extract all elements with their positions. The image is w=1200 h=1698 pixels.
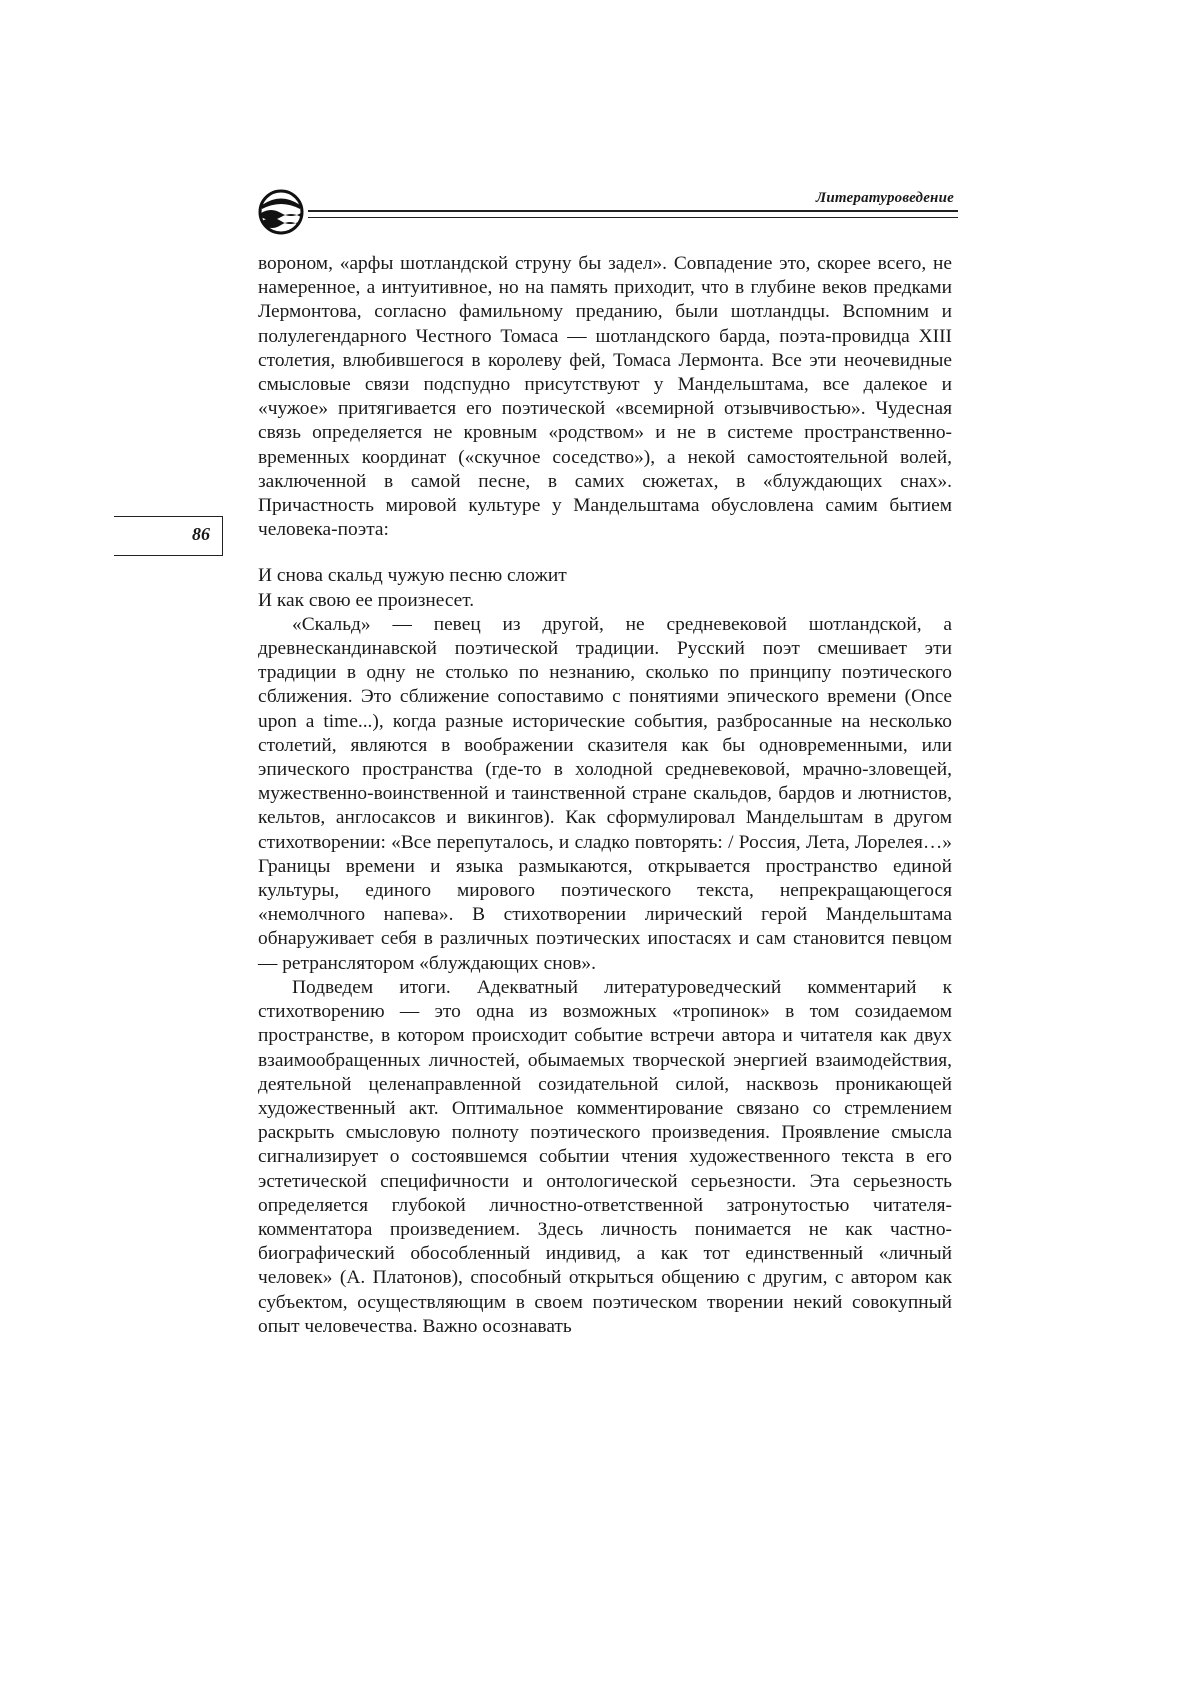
poem-line-1: И снова скальд чужую песню сложит xyxy=(258,565,567,587)
main-text xyxy=(258,252,952,1339)
header-rule xyxy=(308,210,958,218)
paragraph-2: «Скальд» — певец из другой, не средневековой шотландской, а древнескандинавской поэтической традиции. Русский поэт смешивает эти традиции в одну не столько по незнанию, сколько по принципу поэтического сближения. Это сближение сопоставимо с понятиями эпического времени (Once upon a time...), когда разные исторические события, разбросанные на несколько столетий, являются в воображении сказителя как бы одновременными, или эпического пространства (где-то в холодной средневековой, мрачно-зловещей, мужественно-воинственной и таинственной стране скальдов, бардов и лютнистов, кельтов, англосаксов и викингов). Как сформулировал Мандельштам в другом стихотворении: «Все перепуталось, и сладко повторять: / Россия, Лета, Лорелея…» Границы времени и языка размыкаются, открывается пространство единой культуры, единого мирового поэтического текста, непрекращающегося «немолчного напева». В стихотворении лирический герой Мандельштама обнаруживает себя в различных поэтических ипостасях и сам становится певцом — ретранслятором «блуждающих снов». xyxy=(258,613,952,974)
running-head: Литературоведение xyxy=(815,190,954,206)
journal-logo-icon xyxy=(258,188,304,236)
page-header xyxy=(258,188,958,240)
page-number: 86 xyxy=(192,524,210,544)
poem-line-2: И как свою ее произнесет. xyxy=(258,589,475,611)
page-number-box xyxy=(114,516,223,556)
paragraph-3: Подведем итоги. Адекватный литературоведческий комментарий к стихотворению — это одна из возможных «тропинок» в том созидаемом пространстве, в котором происходит событие встречи автора и читателя как двух взаимообращенных личностей, обымаемых творческой энергией взаимодействия, деятельной целенаправленной созидательной силой, насквозь проникающей художественный акт. Оптимальное комментирование связано со стремлением раскрыть смысловую полноту поэтического произведения. Проявление смысла сигнализирует о состоявшемся событии чтения художественного текста в его эстетической специфичности и онтологической серьезности. Эта серьезность определяется глубокой личностно-ответственной затронутостью читателя-комментатора произведением. Здесь личность понимается не как частно-биографический обособленный индивид, а как тот единственный «личный человек» (А. Платонов), способный открыться общению с другим, с автором как субъектом, осуществляющим в своем поэтическом творении некий совокупный опыт человечества. Важно осознавать xyxy=(258,976,952,1337)
paragraph-1: вороном, «арфы шотландской струну бы задел». Совпадение это, скорее всего, не намеренное, а интуитивное, но на память приходит, что в глубине веков предками Лермонтова, согласно фамильному преданию, были шотландцы. Вспомним и полулегендарного Честного Томаса — шотландского барда, поэта-провидца XIII столетия, влюбившегося в королеву фей, Томаса Лермонта. Все эти неочевидные смысловые связи подспудно присутствуют у Мандельштама, все далекое и «чужое» притягивается его поэтической «всемирной отзывчивостью». Чудесная связь определяется не кровным «родством» и не в системе пространственно-временных координат («скучное соседство»), а некой самостоятельной волей, заключенной в самой песне, в самих сюжетах, в «блуждающих снах». Причастность мировой культуре у Мандельштама обусловлена самим бытием человека-поэта: xyxy=(258,253,952,541)
